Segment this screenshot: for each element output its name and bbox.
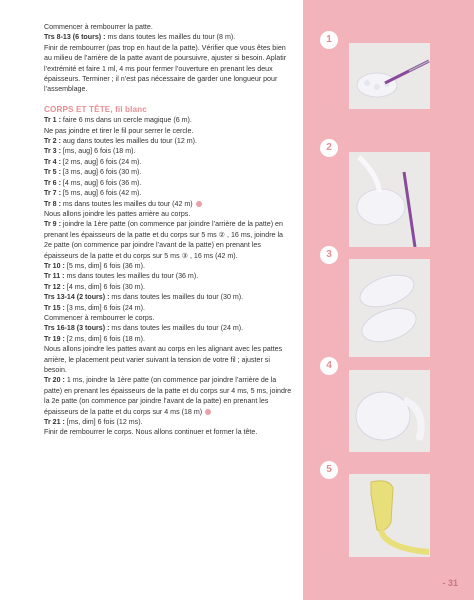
step-marker-icon	[205, 409, 211, 415]
row-label: Tr 2 :	[44, 137, 61, 146]
row-label: Tr 1 :	[44, 116, 61, 125]
instruction-row	[44, 126, 292, 136]
instruction-row	[44, 219, 292, 261]
row-text: ms dans toutes les mailles du tour (24 m).	[109, 324, 244, 333]
row-text: Commencer à rembourrer le corps.	[44, 313, 155, 322]
row-text: [ms, dim] 6 fois (12 ms).	[64, 418, 143, 427]
row-text: Nous allons joindre les pattes arrière au corps.	[44, 209, 191, 218]
row-label: Trs 13-14 (2 tours) :	[44, 293, 110, 302]
row-text: [3 ms, dim] 6 fois (24 m).	[64, 303, 145, 312]
row-text: [5 ms, dim] 6 fois (36 m).	[64, 261, 145, 270]
row-label: Tr 8 :	[44, 199, 61, 208]
row-label: Tr 7 :	[44, 189, 61, 198]
instruction-row	[44, 344, 292, 375]
step-badge-1: 1	[320, 31, 338, 49]
instruction-row	[44, 136, 292, 146]
photo-4	[349, 370, 430, 452]
row-text: [4 ms, aug] 6 fois (36 m).	[60, 178, 142, 187]
row-text: [3 ms, aug] 6 fois (30 m).	[60, 168, 142, 177]
row-text: faire 6 ms dans un cercle magique (6 m).	[60, 116, 192, 125]
row-label: Tr 3 :	[44, 147, 61, 156]
row-label: Tr 12 :	[44, 282, 65, 291]
instruction-row	[44, 417, 292, 427]
row-text: [4 ms, dim] 6 fois (30 m).	[64, 282, 145, 291]
row-text: Nous allons joindre les pattes avant au corps en les alignant avec les pattes arrière, le placement peut varier suivant la tension de votre fil ; ajuster si besoin.	[44, 345, 283, 374]
crochet-hook-icon	[349, 152, 430, 247]
instruction-row	[44, 375, 292, 417]
instruction-row	[44, 146, 292, 156]
row-label: Tr 15 :	[44, 303, 65, 312]
row-label: Trs 16-18 (3 tours) :	[44, 324, 110, 333]
round-text: ms dans toutes les mailles du tour (8 m).	[105, 33, 236, 42]
instruction-row	[44, 323, 292, 333]
instruction-row	[44, 209, 292, 219]
instruction-row	[44, 303, 292, 313]
row-label: Tr 19 :	[44, 334, 65, 343]
row-label: Tr 5 :	[44, 168, 61, 177]
row-text: ms dans toutes les mailles du tour (30 m).	[109, 293, 244, 302]
row-label: Tr 21 :	[44, 418, 65, 427]
round-label: Trs 8-13 (6 tours) :	[44, 33, 106, 42]
step-badge-4: 4	[320, 357, 338, 375]
row-text: ms dans toutes les mailles du tour (42 m)	[60, 199, 195, 208]
row-text: ms dans toutes les mailles du tour (36 m).	[64, 272, 199, 281]
crochet-hook-icon	[349, 43, 430, 109]
instruction-row	[44, 292, 292, 302]
row-text: [2 ms, dim] 6 fois (18 m).	[64, 334, 145, 343]
row-text: 1 ms, joindre la 1ère patte (on commence par joindre l’arrière de la patte) en prenant les épaisseurs de la patte et du corps sur 4 ms, 5 ms, joindre la 2e patte (on commence par joindre l’avant de la patte) en prenant les épaisseurs de la patte et du corps sur 4 ms (18 m)	[44, 376, 292, 416]
row-label: Tr 9 :	[44, 220, 61, 229]
step-marker-icon	[196, 201, 202, 207]
row-label: Tr 4 :	[44, 157, 61, 166]
step-badge-3: 3	[320, 246, 338, 264]
instruction-row	[44, 157, 292, 167]
row-label: Tr 6 :	[44, 178, 61, 187]
photo-5	[349, 474, 430, 557]
row-label: Tr 20 :	[44, 376, 65, 385]
row-text: Finir de rembourrer le corps. Nous allons continuer et former la tête.	[44, 428, 258, 437]
step-badge-5: 5	[320, 461, 338, 479]
intro-paragraph: Finir de rembourrer (pas trop en haut de la patte). Vérifier que vous êtes bien au milieu de l’arrière de la patte avant de poursuivre, ajuster si besoin. Aplatir l’extrémité et faire 1 ml, 4 ms pour fermer l’ouverture en prenant les deux épaisseurs. Terminer ; il n’est pas nécessaire de garder une longueur pour l’assemblage.	[44, 43, 287, 94]
instruction-row	[44, 188, 292, 198]
photo-1	[349, 43, 430, 109]
row-text: joindre la 1ère patte (on commence par joindre l’arrière de la patte) en prenant les épaisseurs de la patte et du corps sur 5 ms ② , 16 ms, joindre la 2e patte (on commence par joindre l’avant de la patte) en prenant les épaisseurs de la patte et du corps sur 5 ms ③ , 16 ms (42 m).	[44, 220, 283, 260]
page-number: - 31	[442, 578, 458, 588]
crochet-piece-icon	[349, 370, 430, 452]
photo-3	[349, 259, 430, 357]
row-text: [5 ms, aug] 6 fois (42 m).	[60, 189, 142, 198]
instruction-row	[44, 282, 292, 292]
instruction-row	[44, 427, 292, 437]
crochet-piece-icon	[349, 259, 430, 357]
intro-line-1: Commencer à rembourrer la patte.	[44, 23, 153, 31]
row-list	[44, 115, 292, 438]
row-text: [ms, aug] 6 fois (18 m).	[60, 147, 136, 156]
instruction-row	[44, 178, 292, 188]
intro-round	[44, 32, 292, 42]
instruction-row	[44, 199, 292, 209]
row-label: Tr 11 :	[44, 272, 65, 281]
instruction-text	[44, 22, 292, 438]
step-badge-2: 2	[320, 139, 338, 157]
photo-2	[349, 152, 430, 247]
crochet-piece-icon	[349, 474, 430, 557]
instruction-row	[44, 115, 292, 125]
instruction-row	[44, 313, 292, 323]
instruction-row	[44, 261, 292, 271]
instruction-row	[44, 334, 292, 344]
row-text: Ne pas joindre et tirer le fil pour serrer le cercle.	[44, 126, 194, 135]
row-text: [2 ms, aug] 6 fois (24 m).	[60, 157, 142, 166]
row-label: Tr 10 :	[44, 261, 65, 270]
instruction-row	[44, 167, 292, 177]
instruction-row	[44, 271, 292, 281]
section-title: CORPS ET TÊTE, fil blanc	[44, 104, 147, 114]
row-text: aug dans toutes les mailles du tour (12 m).	[60, 137, 197, 146]
